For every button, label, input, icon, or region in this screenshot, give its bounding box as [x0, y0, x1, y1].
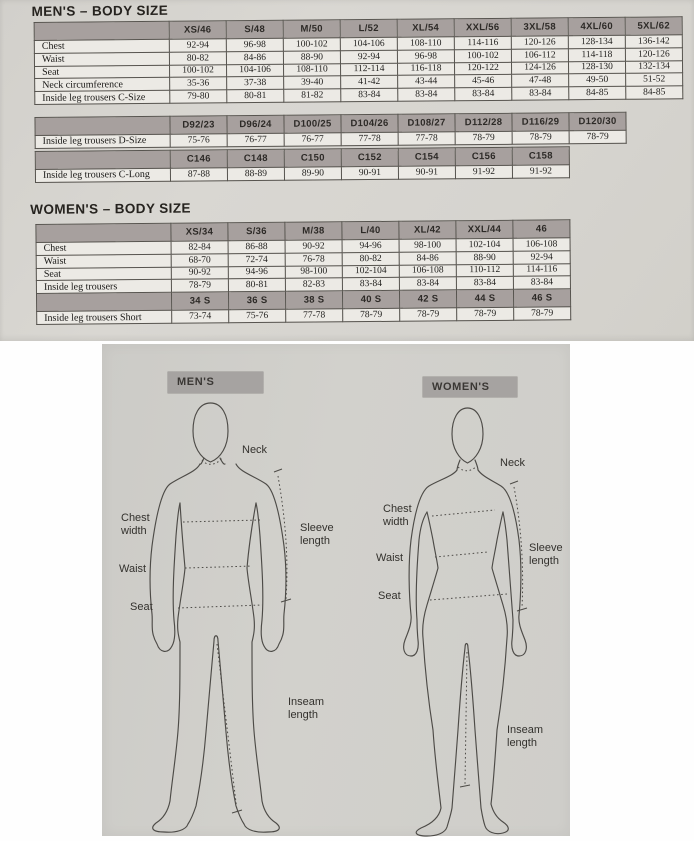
measurement-value-cell: 78-79 — [343, 308, 400, 321]
measurement-value-cell: 86-88 — [228, 240, 285, 253]
mens-sleeve-length-label: Sleeve length — [300, 522, 334, 547]
measurement-value-cell: 83-84 — [455, 87, 512, 100]
measurement-row-label: Chest — [34, 39, 169, 53]
measurement-value-cell: 106-108 — [399, 264, 456, 277]
size-col-header: M/38 — [285, 222, 342, 240]
measurement-value-cell: 88-90 — [456, 251, 513, 264]
header-label-spacer — [36, 223, 171, 242]
measurement-value-cell: 78-79 — [171, 279, 228, 292]
womens-neck-label: Neck — [500, 457, 526, 469]
measurement-value-cell: 78-79 — [514, 307, 571, 320]
size-col-header: 34 S — [171, 292, 228, 310]
measurement-value-cell: 89-90 — [284, 167, 341, 180]
size-col-header: XXL/44 — [456, 220, 513, 238]
mens-chest-width-label: Chest width — [121, 512, 150, 537]
womens-diagram-heading: WOMEN'S — [423, 377, 517, 397]
mens-main-size-table — [34, 16, 684, 105]
measurement-value-cell: 88-90 — [283, 51, 340, 64]
measurement-value-cell: 78-79 — [457, 307, 514, 320]
measurement-value-cell: 91-92 — [512, 165, 569, 178]
measurement-value-cell: 80-81 — [228, 279, 285, 292]
measurement-value-cell: 128-130 — [568, 61, 625, 74]
measurement-value-cell: 96-98 — [397, 50, 454, 63]
male-figure-illustration — [130, 396, 315, 836]
womens-seat-label: Seat — [378, 590, 401, 602]
measurement-value-cell: 83-84 — [456, 277, 513, 290]
measurement-value-cell: 88-89 — [227, 167, 284, 180]
measurement-value-cell: 78-79 — [512, 131, 569, 144]
measurement-value-cell: 128-134 — [568, 35, 625, 48]
female-figure-illustration — [375, 400, 565, 836]
measurement-value-cell: 132-134 — [625, 60, 682, 73]
size-col-header: XXL/56 — [454, 18, 511, 36]
measurement-value-cell: 136-142 — [625, 35, 682, 48]
size-col-header: D108/27 — [398, 114, 455, 132]
measurement-value-cell: 68-70 — [171, 254, 228, 267]
size-col-header: 44 S — [456, 289, 513, 307]
measurement-value-cell: 83-84 — [512, 87, 569, 100]
mens-dsize-table — [34, 112, 626, 149]
measurement-row-label: Inside leg trousers — [36, 280, 171, 294]
measurement-value-cell: 124-126 — [511, 61, 568, 74]
measurement-value-cell: 106-108 — [513, 238, 570, 251]
measurement-value-cell: 83-84 — [399, 277, 456, 290]
measurement-value-cell: 76-77 — [227, 133, 284, 146]
size-col-header: 3XL/58 — [511, 18, 568, 36]
size-col-header: C154 — [398, 148, 455, 166]
size-col-header: XL/42 — [399, 221, 456, 239]
measurement-value-cell: 39-40 — [284, 76, 341, 89]
size-col-header: 46 S — [513, 289, 570, 307]
measurement-value-cell: 73-74 — [172, 310, 229, 323]
measurement-value-cell: 106-112 — [511, 49, 568, 62]
measurement-row-label: Neck circumference — [35, 78, 170, 92]
header-label-spacer — [35, 116, 170, 135]
mens-inseam-length-label: Inseam length — [288, 696, 325, 721]
measurement-row-label: Inside leg trousers D-Size — [35, 134, 170, 148]
measurement-value-cell: 77-78 — [286, 309, 343, 322]
measurement-value-cell: 78-79 — [455, 131, 512, 144]
measurement-value-cell: 80-81 — [227, 89, 284, 102]
measurement-value-cell: 102-104 — [456, 238, 513, 251]
measurement-value-cell: 78-79 — [400, 308, 457, 321]
header-label-spacer — [35, 150, 170, 169]
measurement-value-cell: 120-126 — [625, 48, 682, 61]
measurement-value-cell: 77-78 — [341, 132, 398, 145]
measurement-row-label: Chest — [36, 241, 171, 255]
measurement-value-cell: 90-92 — [171, 266, 228, 279]
size-col-header: 38 S — [285, 291, 342, 309]
measurement-value-cell: 96-98 — [226, 38, 283, 51]
size-col-header: D120/30 — [569, 112, 626, 130]
womens-body-size-title: WOMEN'S – BODY SIZE — [30, 200, 191, 217]
measurement-value-cell: 78-79 — [569, 130, 626, 143]
measurement-value-cell: 45-46 — [455, 75, 512, 88]
mens-seat-label: Seat — [130, 601, 153, 613]
size-col-header: XS/34 — [171, 223, 228, 241]
measurement-value-cell: 114-116 — [454, 36, 511, 49]
measurement-value-cell: 120-126 — [511, 36, 568, 49]
measurement-value-cell: 84-85 — [626, 86, 683, 99]
mens-waist-label: Waist — [119, 563, 147, 575]
measurement-value-cell: 112-114 — [340, 63, 397, 76]
measurement-value-cell: 81-82 — [284, 89, 341, 102]
measurement-row-label: Inside leg trousers Short — [37, 310, 172, 324]
measurement-value-cell: 51-52 — [626, 73, 683, 86]
measurement-value-cell: 87-88 — [170, 168, 227, 181]
measurement-value-cell: 94-96 — [228, 266, 285, 279]
size-chart-photo — [0, 0, 694, 341]
size-col-header: S/48 — [226, 20, 283, 38]
measurement-value-cell: 80-82 — [342, 252, 399, 265]
measurement-row-label: Inside leg trousers C-Long — [35, 168, 170, 182]
header-label-spacer — [36, 292, 171, 311]
size-col-header: 36 S — [228, 291, 285, 309]
size-col-header: L/52 — [340, 19, 397, 37]
mens-body-size-title: MEN'S – BODY SIZE — [31, 2, 169, 19]
size-col-header: C150 — [284, 149, 341, 167]
measurement-row-label: Waist — [36, 254, 171, 268]
measurement-value-cell: 90-91 — [398, 166, 455, 179]
measurement-value-cell: 104-106 — [226, 64, 283, 77]
measurement-value-cell: 90-92 — [285, 240, 342, 253]
measurement-value-cell: 84-86 — [226, 51, 283, 64]
measurement-value-cell: 94-96 — [342, 239, 399, 252]
measurement-value-cell: 75-76 — [170, 134, 227, 147]
measurement-value-cell: 110-112 — [456, 264, 513, 277]
measurement-value-cell: 100-102 — [454, 49, 511, 62]
paper — [0, 0, 694, 341]
mens-diagram-heading: MEN'S — [168, 372, 263, 393]
size-col-header: C158 — [512, 147, 569, 165]
measurement-value-cell: 108-110 — [283, 63, 340, 76]
size-col-header: D112/28 — [455, 113, 512, 131]
size-col-header: D104/26 — [341, 114, 398, 132]
measurement-value-cell: 114-116 — [513, 263, 570, 276]
measurement-value-cell: 80-82 — [169, 52, 226, 65]
womens-chest-width-label: Chest width — [383, 503, 412, 528]
measurement-value-cell: 114-118 — [568, 48, 625, 61]
size-col-header: D116/29 — [512, 113, 569, 131]
womens-sleeve-length-label: Sleeve length — [529, 542, 563, 567]
size-col-header: 42 S — [399, 290, 456, 308]
size-col-header: S/36 — [228, 222, 285, 240]
measurement-value-cell: 79-80 — [170, 90, 227, 103]
measurement-value-cell: 37-38 — [227, 77, 284, 90]
measurement-value-cell: 35-36 — [170, 77, 227, 90]
measurement-value-cell: 75-76 — [229, 309, 286, 322]
measurement-row-label: Seat — [35, 65, 170, 79]
measurement-value-cell: 98-100 — [399, 239, 456, 252]
size-col-header: M/50 — [283, 20, 340, 38]
size-col-header: D92/23 — [170, 116, 227, 134]
header-label-spacer — [34, 21, 169, 40]
measurement-value-cell: 100-102 — [283, 38, 340, 51]
size-col-header: D100/25 — [284, 115, 341, 133]
size-col-header: C146 — [170, 150, 227, 168]
measurement-value-cell: 120-122 — [454, 62, 511, 75]
mens-clong-table — [35, 146, 570, 182]
size-col-header: C156 — [455, 147, 512, 165]
measurement-value-cell: 92-94 — [340, 50, 397, 63]
measurement-row-label: Seat — [36, 267, 171, 281]
measurement-value-cell: 47-48 — [512, 74, 569, 87]
measurement-value-cell: 41-42 — [341, 76, 398, 89]
mens-neck-label: Neck — [242, 444, 268, 456]
measurement-value-cell: 83-84 — [342, 278, 399, 291]
size-col-header: 4XL/60 — [568, 17, 625, 35]
size-col-header: D96/24 — [227, 115, 284, 133]
size-col-header: XL/54 — [397, 19, 454, 37]
measurement-value-cell: 83-84 — [513, 276, 570, 289]
measurement-diagram-photo — [102, 344, 570, 836]
measurement-value-cell: 91-92 — [455, 165, 512, 178]
measurement-value-cell: 49-50 — [569, 74, 626, 87]
measurement-value-cell: 92-94 — [169, 39, 226, 52]
measurement-value-cell: 90-91 — [341, 166, 398, 179]
measurement-row-label: Inside leg trousers C-Size — [35, 90, 170, 104]
measurement-value-cell: 104-106 — [340, 37, 397, 50]
size-col-header: 46 — [513, 220, 570, 238]
measurement-value-cell: 76-77 — [284, 133, 341, 146]
measurement-value-cell: 92-94 — [513, 251, 570, 264]
measurement-value-cell: 84-86 — [399, 252, 456, 265]
measurement-value-cell: 72-74 — [228, 253, 285, 266]
measurement-value-cell: 108-110 — [397, 37, 454, 50]
measurement-value-cell: 82-84 — [171, 241, 228, 254]
measurement-value-cell: 83-84 — [341, 88, 398, 101]
measurement-value-cell: 77-78 — [398, 132, 455, 145]
size-col-header: L/40 — [342, 221, 399, 239]
womens-waist-label: Waist — [376, 552, 404, 564]
womens-inseam-length-label: Inseam length — [507, 724, 544, 749]
measurement-value-cell: 76-78 — [285, 253, 342, 266]
size-col-header: XS/46 — [169, 21, 226, 39]
measurement-value-cell: 116-118 — [397, 62, 454, 75]
size-col-header: 5XL/62 — [625, 17, 682, 35]
measurement-value-cell: 84-85 — [569, 86, 626, 99]
size-col-header: 40 S — [342, 290, 399, 308]
size-col-header: C148 — [227, 149, 284, 167]
measurement-value-cell: 82-83 — [285, 278, 342, 291]
measurement-value-cell: 98-100 — [285, 265, 342, 278]
measurement-value-cell: 100-102 — [170, 64, 227, 77]
measurement-value-cell: 83-84 — [398, 88, 455, 101]
size-col-header: C152 — [341, 148, 398, 166]
measurement-value-cell: 43-44 — [398, 75, 455, 88]
womens-size-table — [35, 219, 571, 325]
measurement-row-label: Waist — [34, 52, 169, 66]
measurement-value-cell: 102-104 — [342, 265, 399, 278]
